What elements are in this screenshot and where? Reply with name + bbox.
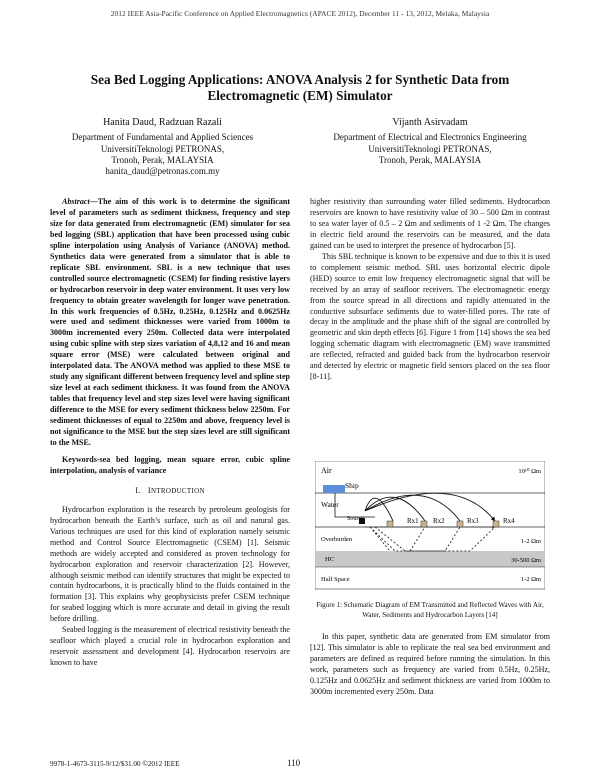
- author-location: Tronoh, Perak, MALAYSIA: [111, 154, 214, 165]
- half-space-resistivity-label: 1-2 Ωm: [520, 576, 541, 583]
- half-space-label: Half Space: [321, 576, 350, 583]
- paragraph: higher resistivity than surrounding water filled sediments. Hydrocarbon reservoirs are known to have resistivity value of 30 – 500 Ωm in contrast to sea water layer of 0.5 – 2 Ωm and sediments of 1 -2 Ωm. The changes in electric field around the reservoirs can be measured, and the data gained can be used to interpret the presence of hydrocarbon [5].: [310, 197, 550, 250]
- author-name: Vijanth Asirvadam: [392, 117, 468, 128]
- author-block-1: [55, 117, 270, 177]
- right-column-bottom: [310, 632, 550, 698]
- footer-isbn: 9978-1-4673-3115-9/12/$31.00 ©2012 IEEE: [50, 760, 180, 768]
- overburden-label: Overburden: [321, 536, 353, 543]
- ship-label: Ship: [345, 481, 359, 490]
- receiver-rx2-icon: [421, 521, 427, 527]
- ship-icon: [323, 485, 345, 493]
- rx4-label: Rx4: [503, 517, 515, 525]
- keywords: Keywords-sea bed logging, mean square error, cubic spline interpolation, analysis of variance: [50, 454, 290, 475]
- air-label: Air: [321, 466, 332, 475]
- running-header: 2012 IEEE Asia-Pacific Conference on Applied Electromagnetics (APACE 2012), December 11 - 13, 2012, Melaka, Malaysia: [110, 9, 490, 18]
- section-number: I.: [135, 485, 141, 495]
- author-organization: UniversitiTeknologi PETRONAS,: [100, 143, 225, 154]
- right-column-top: [310, 197, 550, 383]
- section-title-initial: I: [147, 485, 151, 495]
- rx2-label: Rx2: [433, 517, 445, 525]
- paper-title-line-2: Electromagnetic (EM) Simulator: [207, 88, 393, 103]
- paragraph: This SBL technique is known to be expensive and due to this it is used to complement seismic method. SBL uses horizontal electric dipole (HED) source to emit low frequency electromagnetic signal that will be received by an array of seafloor receivers. The electromagnetic energy from the source spread in all directions and rapidly attenuated in the conductive subsurface sediments due to water-filled pores. The rate of decay in the amplitude and the phase shift of the signal are controlled by geometric and skin depth effects [6]. Figure 1 from [14] shows the sea bed logging schematic diagram with electromagnetic (EM) wave transmitted are reflected, refracted and guided back from the hydrocarbon reservoir and detected by electric or magnetic field sensors placed on the sea floor [8-11].: [310, 251, 550, 382]
- hc-label: HC: [325, 556, 335, 563]
- author-block-2: [310, 117, 550, 166]
- receiver-rx4-icon: [493, 521, 499, 527]
- author-department: Department of Fundamental and Applied Sciences: [71, 132, 254, 143]
- air-resistivity-label: 10¹⁰ Ωm: [518, 468, 541, 475]
- page-number: 110: [287, 758, 301, 768]
- section-title-rest: NTRODUCTION: [150, 486, 205, 495]
- author-name: Hanita Daud, Radzuan Razali: [103, 117, 222, 128]
- paragraph: In this paper, synthetic data are generated from EM simulator from [12]. This simulator is able to replicate the real sea bed environment and parameters are defined as required before running the simulation. In this work, parameters such as frequency are varied from 0.5Hz, 0.25Hz, 0.125Hz and 0.0625Hz and sediment thickness are varied from 1000m to 3000m incremented every 250m. Data: [310, 632, 550, 696]
- paragraph: Seabed logging is the measurement of electrical resistivity beneath the seafloor which played a crucial role in hydrocarbon exploration and reservoir assessment and development [4]. Hydrocarbon reservoirs are known to have: [50, 625, 290, 668]
- author-organization: UniversitiTeknologi PETRONAS,: [368, 143, 492, 154]
- paper-title: [50, 72, 550, 104]
- author-department: Department of Electrical and Electronics Engineering: [333, 132, 527, 143]
- section-heading-introduction: [50, 486, 290, 497]
- receiver-rx1-icon: [387, 521, 393, 527]
- rx3-label: Rx3: [467, 517, 479, 525]
- hc-resistivity-label: 30-500 Ωm: [511, 557, 541, 564]
- author-email[interactable]: hanita_daud@petronas.com.my: [105, 166, 220, 177]
- receiver-rx3-icon: [457, 521, 463, 527]
- rx1-label: Rx1: [407, 517, 419, 525]
- sbl-schematic-figure: [315, 461, 545, 591]
- author-location: Tronoh, Perak, MALAYSIA: [378, 154, 482, 165]
- abstract: [50, 197, 290, 449]
- paper-title-line-1: Sea Bed Logging Applications: ANOVA Analysis 2 for Synthetic Data from: [90, 72, 510, 87]
- left-column: [50, 197, 290, 669]
- water-label: Water: [321, 500, 339, 509]
- overburden-resistivity-label: 1-2 Ωm: [520, 538, 541, 545]
- paragraph: Hydrocarbon exploration is the research by petroleum geologists for hydrocarbon beneath the Earth’s surface, such as oil and natural gas. Various techniques are used for this kind of exploration namely seismic method and Control Source Electromagnetic (CSEM) [1]. Seismic methods are widely accepted and considered as proven technology for hydrocarbon exploration and reservoir characterization [2]. However, although seismic method can identify structures that might be expected to contain hydrocarbons, it is practically blind to the fluids contained in the formation [3]. This explains why geophysicists prefer CSEM technique for seabed logging which is more accurate and detail in giving the result before drilling.: [50, 504, 290, 624]
- abstract-label: Abstract: [62, 197, 90, 206]
- abstract-text: —The aim of this work is to determine the significant level of parameters such as sediment thickness, frequency and step size for data generated from electromagnetic (EM) simulator for sea bed logging (SBL) application that have been processed using cubic spline interpolation using Analysis of Variance (ANOVA) method. Synthetics data were generated from a simulator that is able to replicate SBL environment. SBL is a new technique that uses controlled source electromagnetic (CSEM) for finding resistive layers or hydrocarbon reservoir in deep water environment. It uses very low frequency to obtain greater wavelength for longer wave penetration. In this work frequencies of 0.5Hz, 0.25Hz, 0.125Hz and 0.0625Hz were used and sediment thicknesses were varied from 1000m to 3000m incremented every 250m. Collected data were interpolated using cubic spline with step sizes variation of 4,8,12 and 16 and mean square error (MSE) were calculated between original and interpolated data. The ANOVA method was applied to these MSE to study any significant different between frequency level and spline step size level at each sediment thickness. It was found from the ANOVA tables that frequency level and step sizes level were having significant difference to the MSE for every sediment thickness below 2250m. For sediment thicknesses of equal to 2250m and above, frequency level is not significance to the MSE but the step sizes level are still significant to the MSE.: [50, 197, 290, 447]
- figure-caption: Figure 1: Schematic Diagram of EM Transmitted and Reflected Waves with Air, Water, Sediments and Hydrocarbon Layers [14]: [316, 601, 544, 619]
- source-label: Source: [347, 516, 364, 522]
